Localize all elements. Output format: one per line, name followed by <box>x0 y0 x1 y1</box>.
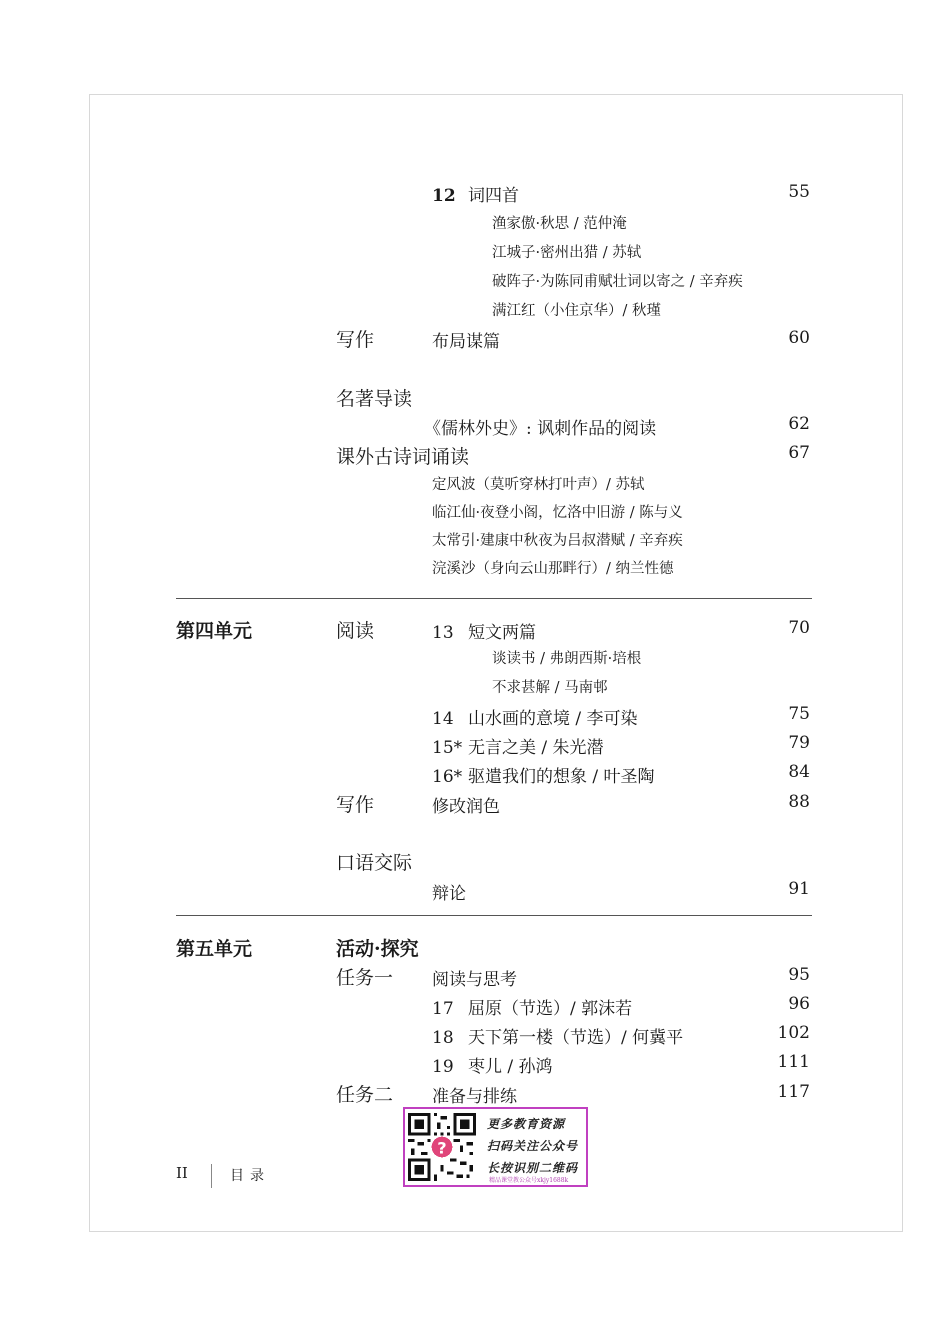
lesson-title: 短文两篇 <box>468 623 536 643</box>
qr-code-icon <box>408 1113 476 1181</box>
toc-entry-extra-poems[interactable]: 课外古诗词诵读 <box>336 446 470 468</box>
toc-entry-lesson-12[interactable] <box>432 181 519 206</box>
lesson-number: 17 <box>432 999 454 1019</box>
task-label-1: 任务一 <box>336 967 394 989</box>
sub-entry: 太常引·建康中秋夜为吕叔潜赋 / 辛弃疾 <box>432 533 683 549</box>
toc-entry-classic-reading[interactable]: 《儒林外史》: 讽刺作品的阅读 <box>424 419 657 439</box>
sub-entry: 江城子·密州出猎 / 苏轼 <box>492 245 642 261</box>
unit-divider <box>176 598 812 599</box>
lesson-title: 天下第一楼（节选）/ 何冀平 <box>468 1028 684 1048</box>
qr-line-3: 长按识别二维码 <box>487 1161 579 1175</box>
toc-entry-writing[interactable]: 布局谋篇 <box>432 332 500 352</box>
page-number: 111 <box>777 1052 810 1072</box>
toc-entry-lesson-19[interactable] <box>432 1052 553 1077</box>
page-number: 70 <box>788 618 810 638</box>
page-number: 117 <box>777 1082 810 1102</box>
section-label-reading: 阅读 <box>336 620 375 642</box>
section-label-classic-reading: 名著导读 <box>336 388 413 410</box>
footer-title: 目录 <box>230 1168 270 1184</box>
lesson-title: 词四首 <box>468 186 519 206</box>
toc-entry-lesson-15[interactable] <box>432 733 604 758</box>
toc-entry-debate[interactable]: 辩论 <box>432 884 466 904</box>
page-number: 84 <box>788 762 810 782</box>
sub-entry: 谈读书 / 弗朗西斯·培根 <box>492 651 642 667</box>
page-number: 60 <box>788 328 810 348</box>
sub-entry: 破阵子·为陈同甫赋壮词以寄之 / 辛弃疾 <box>492 274 743 290</box>
lesson-title: 枣儿 / 孙鸿 <box>468 1057 553 1077</box>
lesson-number: 15* <box>432 738 463 758</box>
qr-line-1: 更多教育资源 <box>487 1117 566 1131</box>
lesson-title: 屈原（节选）/ 郭沫若 <box>468 999 633 1019</box>
lesson-number: 18 <box>432 1028 454 1048</box>
toc-entry-lesson-18[interactable] <box>432 1023 683 1048</box>
page-number: 95 <box>788 965 810 985</box>
lesson-title: 山水画的意境 / 李可染 <box>468 709 638 729</box>
page-number: 75 <box>788 704 810 724</box>
unit-label-4: 第四单元 <box>176 620 253 642</box>
footer-divider <box>211 1164 212 1188</box>
task-label-2: 任务二 <box>336 1084 394 1106</box>
section-label-writing: 写作 <box>336 329 375 351</box>
lesson-title: 无言之美 / 朱光潜 <box>468 738 604 758</box>
qr-line-2: 扫码关注公众号 <box>487 1139 579 1153</box>
footer-page-number: II <box>176 1164 188 1182</box>
sub-entry: 浣溪沙（身向云山那畔行）/ 纳兰性德 <box>432 561 674 577</box>
page-number: 62 <box>788 414 810 434</box>
lesson-number: 12 <box>432 186 456 206</box>
section-label-oral-communication: 口语交际 <box>336 852 413 874</box>
unit-label-5: 第五单元 <box>176 938 253 960</box>
page-number: 79 <box>788 733 810 753</box>
lesson-number: 13 <box>432 623 454 643</box>
page-number: 67 <box>788 443 810 463</box>
sub-entry: 定风波（莫听穿林打叶声）/ 苏轼 <box>432 477 645 493</box>
lesson-number: 19 <box>432 1057 454 1077</box>
sub-entry: 临江仙·夜登小阁，忆洛中旧游 / 陈与义 <box>432 505 683 521</box>
qr-promo-box[interactable] <box>403 1107 588 1187</box>
lesson-number: 16* <box>432 767 463 787</box>
page-number: 88 <box>788 792 810 812</box>
page-number: 55 <box>788 182 810 202</box>
sub-entry: 不求甚解 / 马南邨 <box>492 680 608 696</box>
section-label-writing: 写作 <box>336 794 375 816</box>
toc-entry-writing[interactable]: 修改润色 <box>432 797 500 817</box>
toc-entry-lesson-13[interactable] <box>432 618 536 643</box>
sub-entry: 满江红（小住京华）/ 秋瑾 <box>492 303 661 319</box>
toc-entry-lesson-14[interactable] <box>432 704 638 729</box>
section-label-activity: 活动·探究 <box>336 938 419 960</box>
qr-caption: 精品课堂教公众号xkjy1688k <box>489 1177 569 1184</box>
page-number: 91 <box>788 879 810 899</box>
unit-divider <box>176 915 812 916</box>
svg-text:?: ? <box>437 1138 447 1158</box>
toc-entry-lesson-17[interactable] <box>432 994 632 1019</box>
page-number: 96 <box>788 994 810 1014</box>
toc-entry-task-2[interactable]: 准备与排练 <box>432 1087 517 1107</box>
sub-entry: 渔家傲·秋思 / 范仲淹 <box>492 216 627 232</box>
page-number: 102 <box>777 1023 810 1043</box>
lesson-title: 驱遣我们的想象 / 叶圣陶 <box>468 767 655 787</box>
lesson-number: 14 <box>432 709 454 729</box>
toc-entry-task-1[interactable]: 阅读与思考 <box>432 970 517 990</box>
toc-entry-lesson-16[interactable] <box>432 762 655 787</box>
